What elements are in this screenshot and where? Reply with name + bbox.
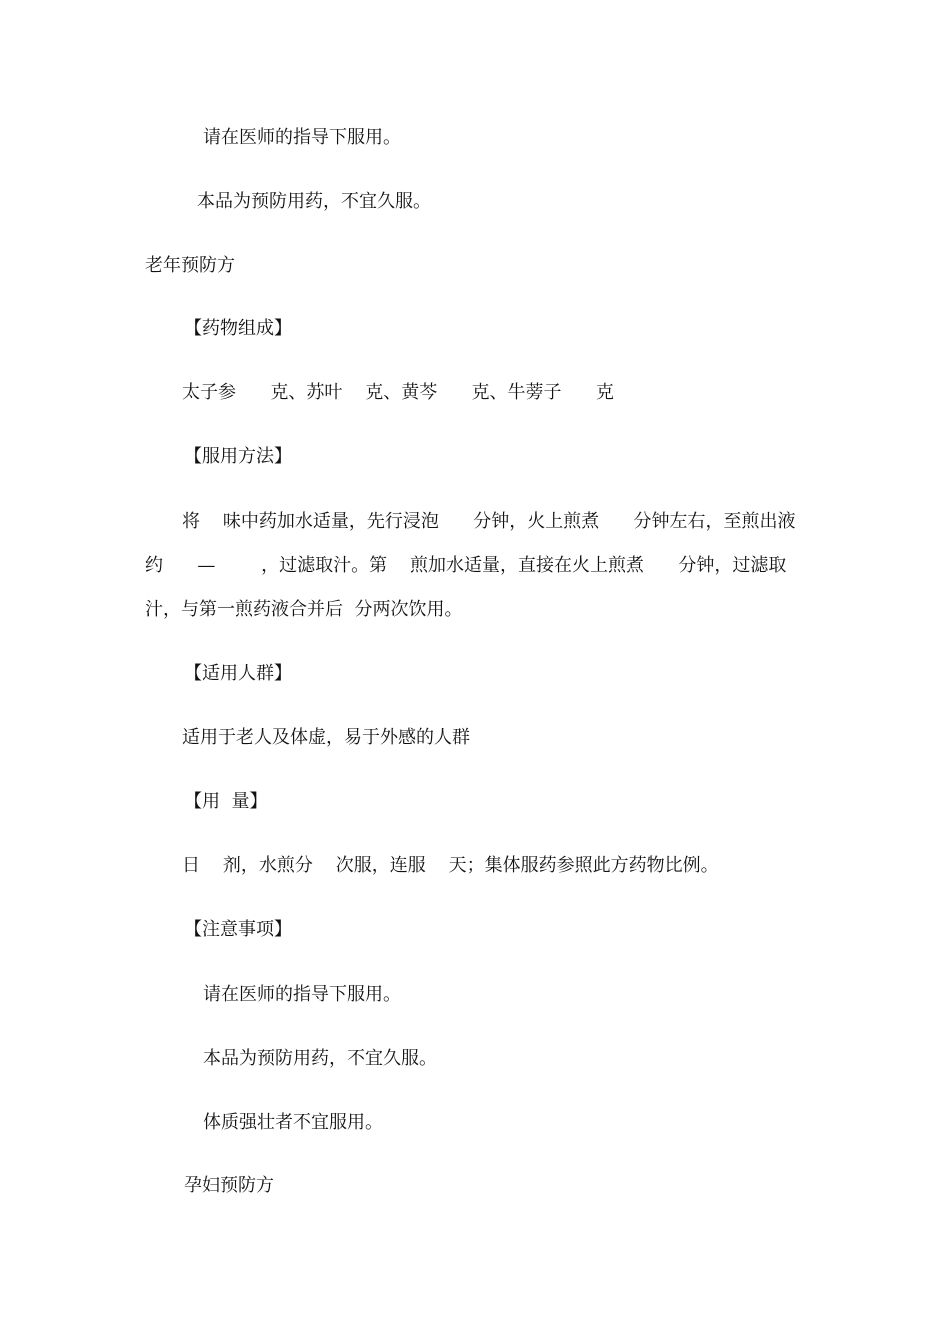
text-line: 本品为预防用药，不宜久服。 xyxy=(197,191,431,212)
section-heading: 【适用人群】 xyxy=(184,663,292,684)
text-line: 请在医师的指导下服用。 xyxy=(203,127,401,148)
text-line: 本品为预防用药，不宜久服。 xyxy=(203,1048,437,1069)
text-line: 将 味中药加水适量，先行浸泡 分钟，火上煎煮 分钟左右，至煎出液 xyxy=(182,511,796,532)
text-line: 适用于老人及体虚，易于外感的人群 xyxy=(182,727,470,748)
section-heading: 【服用方法】 xyxy=(184,446,292,467)
section-heading: 【用 量】 xyxy=(184,791,268,812)
section-heading: 【药物组成】 xyxy=(184,318,292,339)
text-line: 体质强壮者不宜服用。 xyxy=(203,1112,383,1133)
text-line: 太子参 克、苏叶 克、黄芩 克、牛蒡子 克 xyxy=(182,382,614,403)
section-title: 孕妇预防方 xyxy=(184,1175,274,1196)
text-line: 日 剂，水煎分 次服，连服 天；集体服药参照此方药物比例。 xyxy=(182,855,719,876)
text-line: 请在医师的指导下服用。 xyxy=(203,984,401,1005)
section-heading: 【注意事项】 xyxy=(184,919,292,940)
section-title: 老年预防方 xyxy=(145,255,235,276)
text-line: 汁，与第一煎药液合并后 分两次饮用。 xyxy=(145,599,463,620)
text-line: 约 — ，过滤取汁。第 煎加水适量，直接在火上煎煮 分钟，过滤取 xyxy=(145,555,787,576)
